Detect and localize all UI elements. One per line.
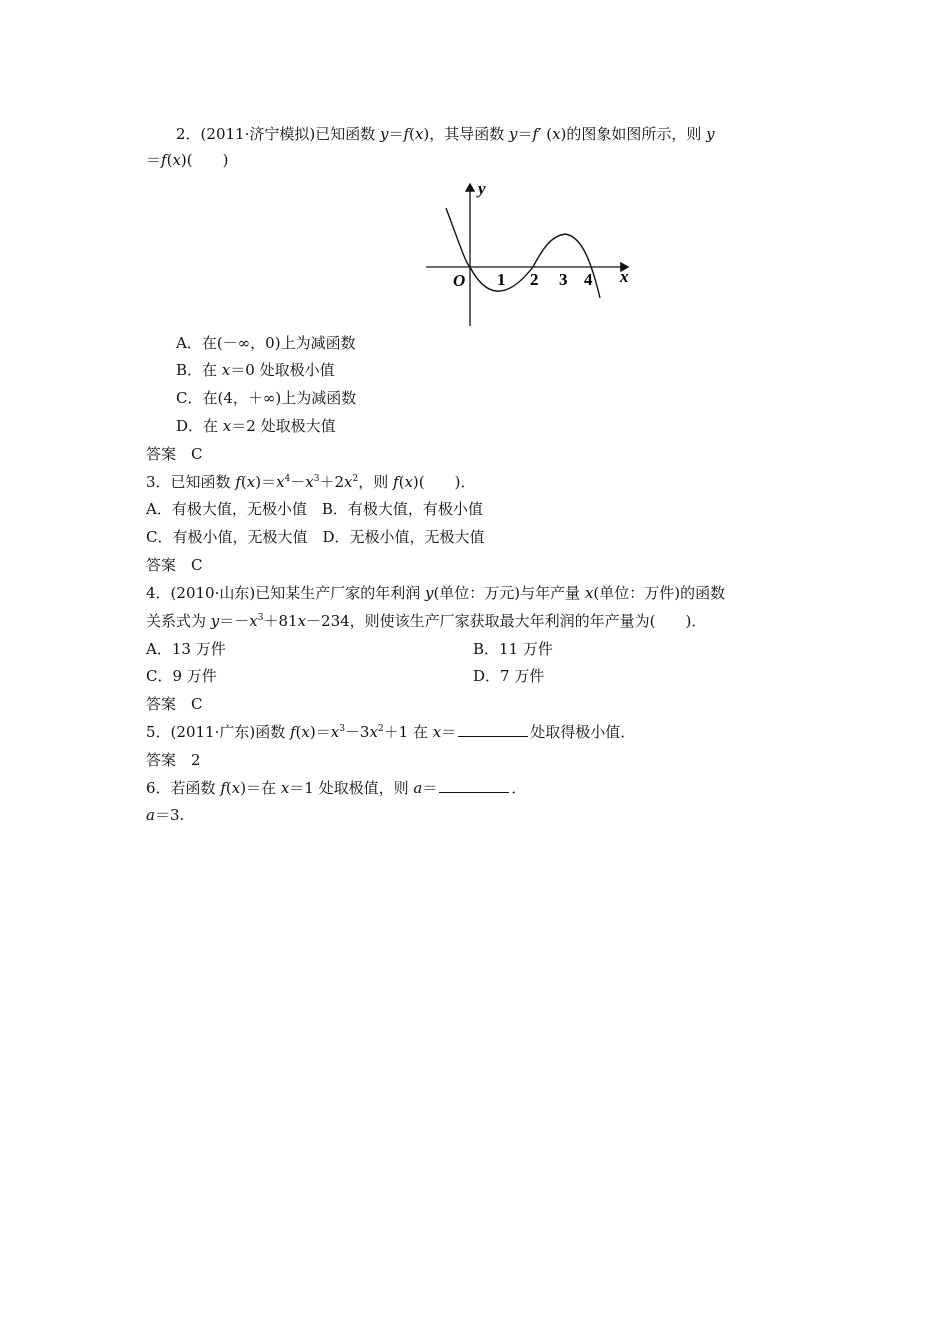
x-axis-label: x: [620, 267, 629, 286]
tick-label-4: 4: [584, 270, 593, 289]
q4-stem-line2: 关系式为 $y=-x^3+81x-234$，则使该生产厂家获取最大年利润的年产量为( )．: [146, 612, 707, 630]
derivative-graph-figure: [420, 178, 640, 330]
q4-answer: 答案 C: [146, 695, 203, 713]
q2-answer: 答案 C: [146, 445, 203, 463]
origin-label: O: [453, 271, 466, 290]
q4-option-a: A．13 万件: [146, 640, 226, 658]
q2-stem-line1: 2．(2011·济宁模拟)已知函数 y＝f(x)，其导函数 y＝f′ (x)的图象如图所示，则 y: [176, 125, 715, 143]
tick-label-1: 1: [497, 270, 506, 289]
q4-option-c: C．9 万件: [146, 667, 217, 685]
q4-stem-line1: 4．(2010·山东)已知某生产厂家的年利润 y(单位：万元)与年产量 x(单位：万件)的函数: [146, 584, 726, 602]
q2-option-a: A．在(－∞，0)上为减函数: [176, 334, 356, 352]
q2-option-c: C．在(4，＋∞)上为减函数: [176, 389, 357, 407]
q5-answer: 答案 2: [146, 751, 201, 769]
derivative-curve: [446, 208, 600, 298]
q4-option-b: B．11 万件: [473, 640, 553, 658]
q3-options-cd: C．有极小值，无极大值 D．无极小值，无极大值: [146, 528, 485, 546]
q4-option-d: D．7 万件: [473, 667, 545, 685]
q3-stem: 3．已知函数 $f(x)=x^4-x^3+2x^2$，则 f(x)( )．: [146, 473, 476, 491]
q6-blank: [439, 780, 509, 793]
q5-stem: 5．(2011·广东)函数 $f(x)=x^3-3x^2+1$ 在 x＝ 处取得极小值．: [146, 723, 636, 741]
q2-option-b: B．在 x＝0 处取极小值: [176, 361, 335, 379]
tick-label-2: 2: [530, 270, 539, 289]
q3-answer: 答案 C: [146, 556, 203, 574]
tick-label-3: 3: [559, 270, 568, 289]
q3-options-ab: A．有极大值，无极小值 B．有极大值，有极小值: [146, 500, 483, 518]
q5-blank: [458, 724, 528, 737]
q2-stem-line2: ＝f(x)( ): [146, 151, 229, 169]
q6-stem: 6．若函数 f(x)＝在 x＝1 处取极值，则 a＝ ．: [146, 779, 527, 797]
y-axis-label: y: [478, 179, 486, 198]
q6-answer: a＝3.: [146, 806, 185, 824]
q2-option-d: D．在 x＝2 处取极大值: [176, 417, 336, 435]
